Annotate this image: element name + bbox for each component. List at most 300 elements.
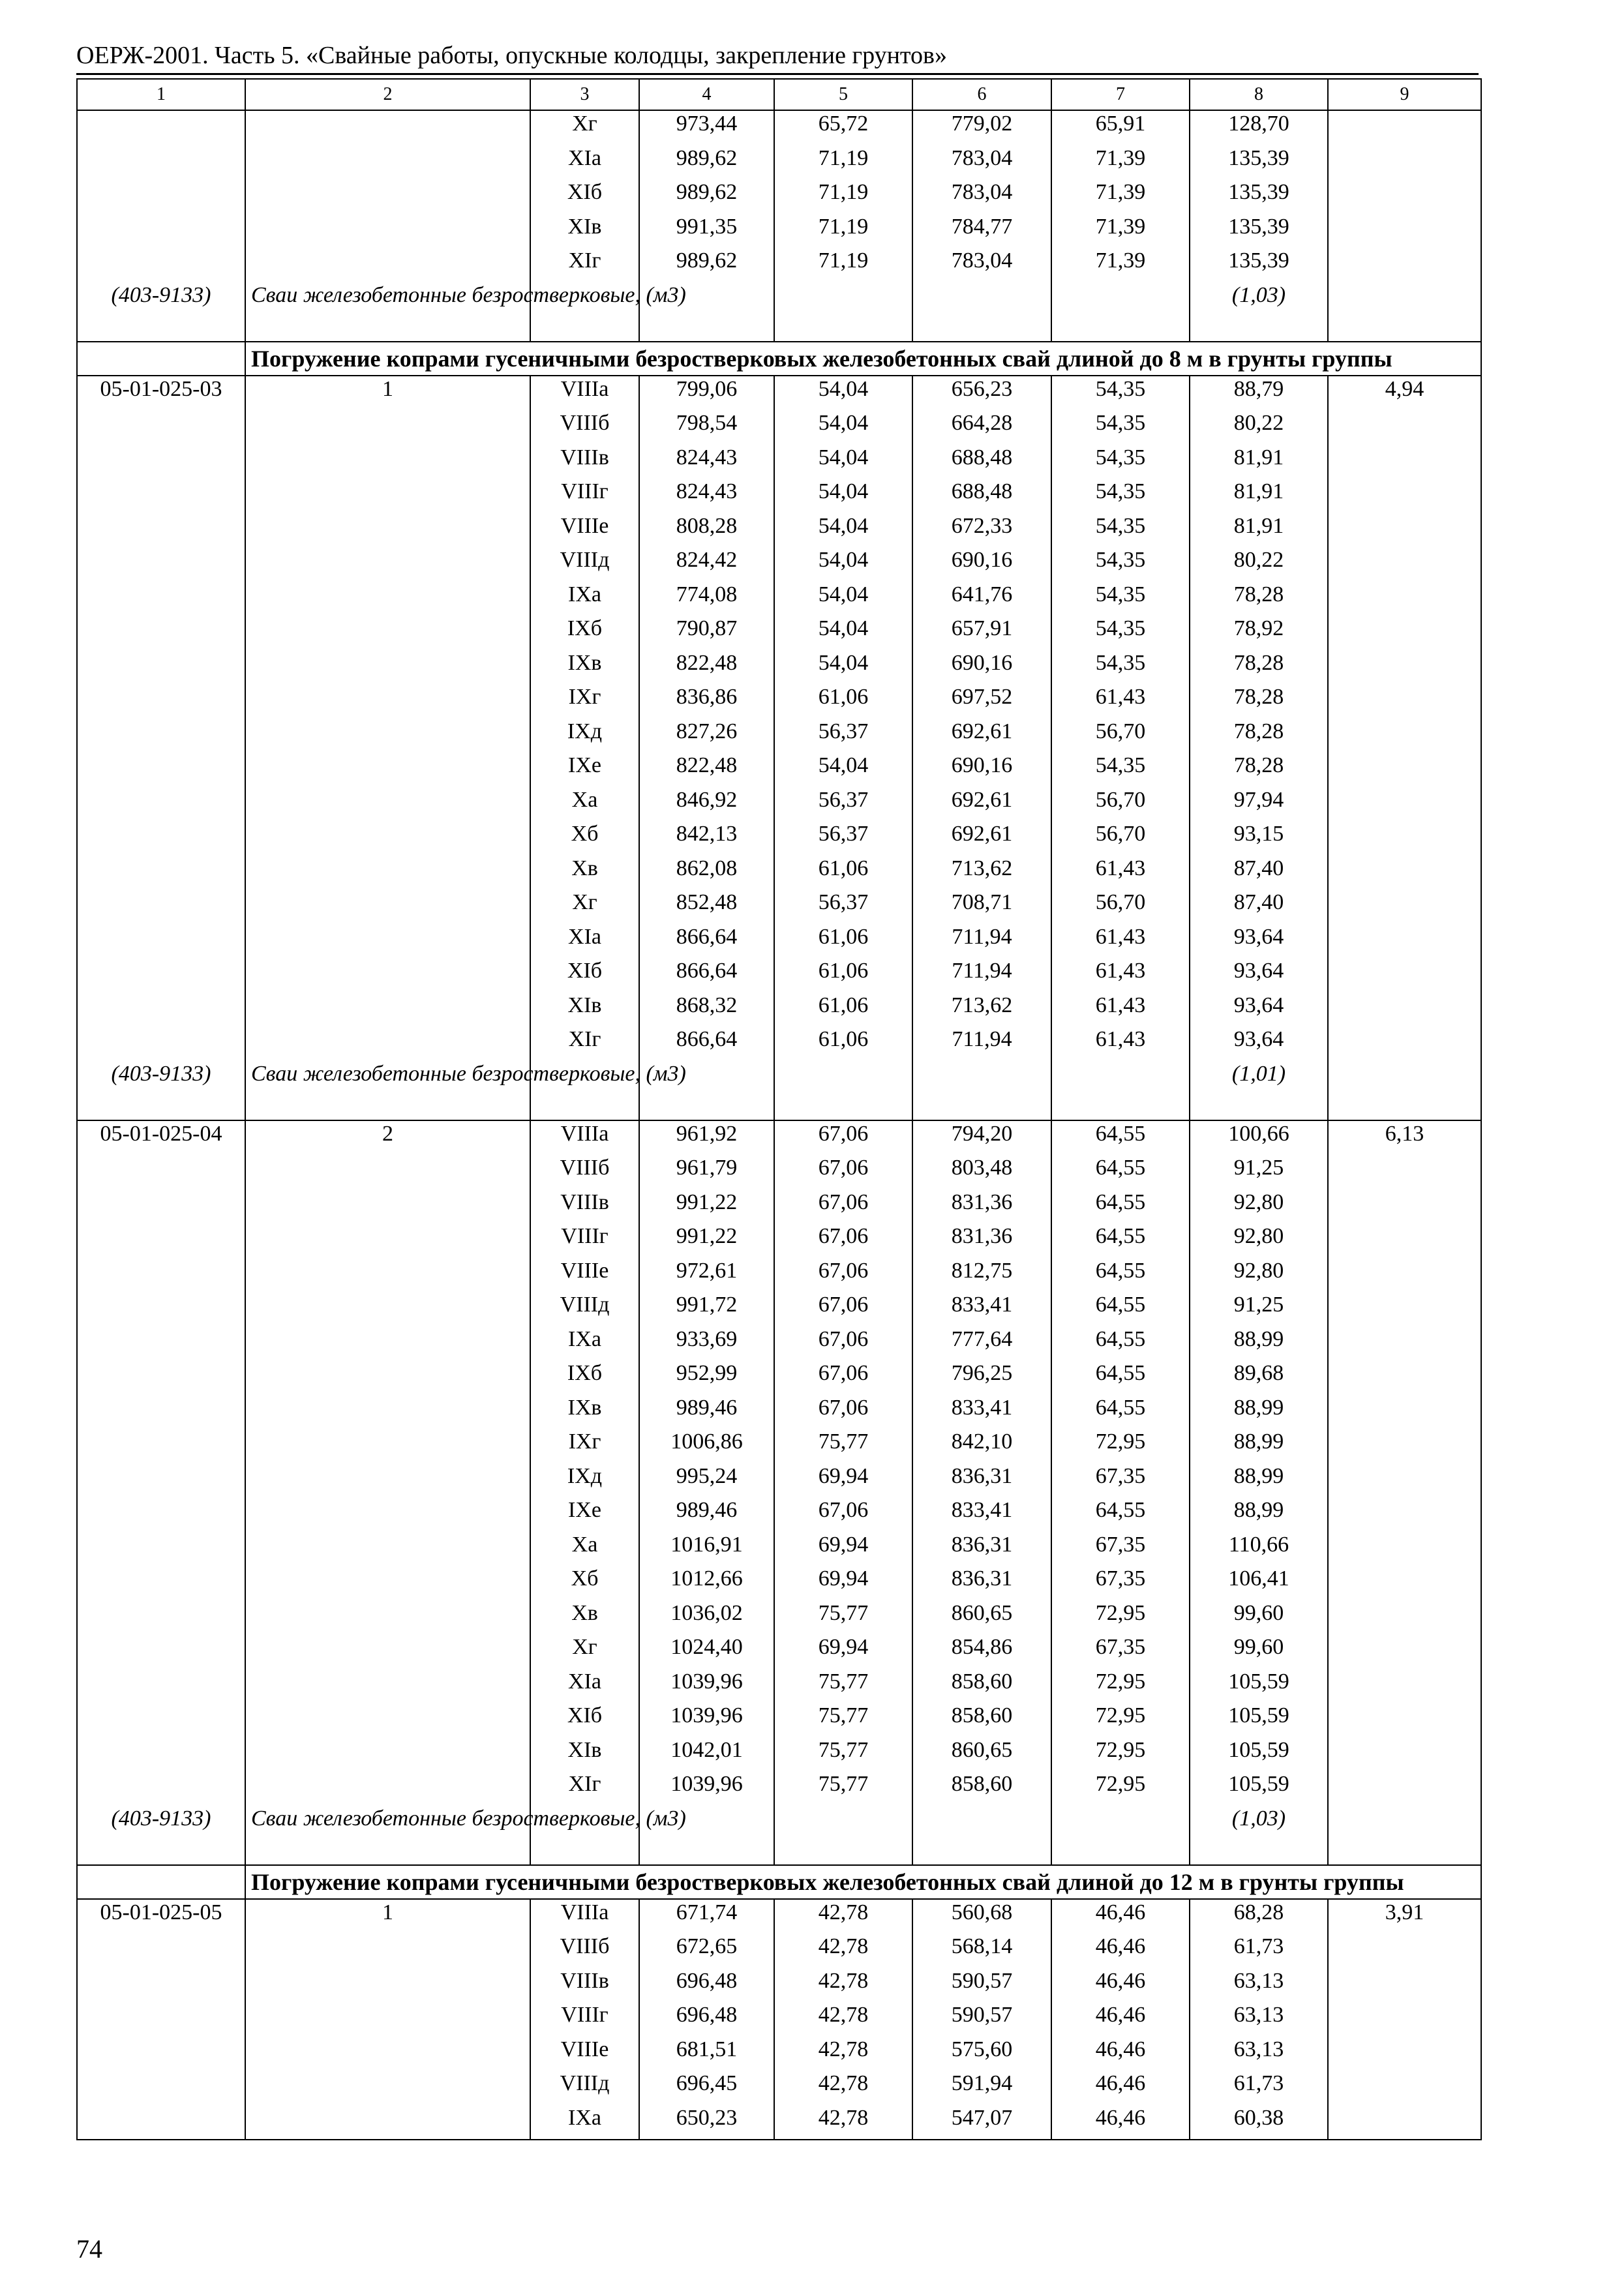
value-cell: 822,48 [639, 753, 774, 787]
value-cell: 846,92 [639, 787, 774, 822]
value-cell: 858,60 [912, 1703, 1051, 1737]
value-cell: 696,48 [639, 2002, 774, 2037]
soil-group: VIIIб [530, 1155, 639, 1189]
table-row [77, 753, 1481, 787]
column-9-value [1328, 1258, 1481, 1293]
value-cell: 54,35 [1051, 753, 1190, 787]
rate-code [77, 582, 245, 616]
value-cell: 664,28 [912, 410, 1051, 445]
value-cell: 836,31 [912, 1463, 1051, 1498]
value-cell: 790,87 [639, 616, 774, 650]
value-cell: 67,06 [774, 1292, 912, 1326]
table-row [77, 1968, 1481, 2003]
table-row [77, 248, 1481, 282]
soil-group: IXе [530, 1497, 639, 1532]
value-cell: 777,64 [912, 1326, 1051, 1361]
soil-group: IXа [530, 2105, 639, 2140]
value-cell: 69,94 [774, 1532, 912, 1566]
rate-description [245, 1429, 530, 1463]
soil-group: Xв [530, 856, 639, 890]
soil-group: VIIIб [530, 1934, 639, 1968]
rate-code [77, 856, 245, 890]
section-heading-row [77, 342, 1481, 376]
value-cell: 61,43 [1051, 993, 1190, 1027]
rate-code [77, 1532, 245, 1566]
soil-group: VIIIе [530, 2037, 639, 2071]
column-9-value [1328, 1223, 1481, 1258]
rate-code [77, 821, 245, 856]
value-cell: 61,43 [1051, 684, 1190, 719]
rate-description [245, 1934, 530, 1968]
rate-description [245, 993, 530, 1027]
value-cell: 61,06 [774, 924, 912, 959]
rate-code [77, 1771, 245, 1806]
table-row [77, 616, 1481, 650]
material-code: (403-9133) [77, 1806, 245, 1865]
value-cell: 54,35 [1051, 445, 1190, 479]
value-cell: 105,59 [1190, 1737, 1328, 1772]
rate-code [77, 1258, 245, 1293]
value-cell: 135,39 [1190, 145, 1328, 180]
soil-group: IXг [530, 1429, 639, 1463]
value-cell: 69,94 [774, 1566, 912, 1600]
value-cell: 67,06 [774, 1120, 912, 1156]
rate-code [77, 248, 245, 282]
soil-group: VIIIд [530, 1292, 639, 1326]
value-cell: 783,04 [912, 248, 1051, 282]
value-cell: 106,41 [1190, 1566, 1328, 1600]
rate-code [77, 753, 245, 787]
empty-cell [774, 1806, 912, 1865]
value-cell: 56,37 [774, 821, 912, 856]
value-cell: 590,57 [912, 1968, 1051, 2003]
value-cell: 135,39 [1190, 179, 1328, 214]
section-empty-cell [77, 1865, 245, 1899]
table-row [77, 1292, 1481, 1326]
value-cell: 1039,96 [639, 1669, 774, 1703]
value-cell: 71,39 [1051, 214, 1190, 248]
value-cell: 67,35 [1051, 1566, 1190, 1600]
rate-code [77, 2002, 245, 2037]
table-row [77, 110, 1481, 145]
empty-cell [912, 1806, 1051, 1865]
rate-description [245, 684, 530, 719]
value-cell: 692,61 [912, 719, 1051, 753]
table-row [77, 1771, 1481, 1806]
rate-description [245, 1771, 530, 1806]
value-cell: 56,37 [774, 719, 912, 753]
value-cell: 61,43 [1051, 856, 1190, 890]
value-cell: 61,06 [774, 958, 912, 993]
value-cell: 46,46 [1051, 2105, 1190, 2140]
value-cell: 46,46 [1051, 2037, 1190, 2071]
page-header [76, 39, 1479, 75]
rate-description [245, 1497, 530, 1532]
rate-description [245, 890, 530, 924]
value-cell: 54,35 [1051, 513, 1190, 548]
value-cell: 92,80 [1190, 1223, 1328, 1258]
column-numbers-row [77, 79, 1481, 110]
rate-code [77, 1395, 245, 1429]
value-cell: 67,06 [774, 1223, 912, 1258]
material-code: (403-9133) [77, 282, 245, 342]
value-cell: 692,61 [912, 787, 1051, 822]
material-factor: (1,01) [1190, 1061, 1328, 1120]
material-factor: (1,03) [1190, 1806, 1328, 1865]
rate-code [77, 993, 245, 1027]
value-cell: 868,32 [639, 993, 774, 1027]
soil-group: Xа [530, 787, 639, 822]
rate-code [77, 1463, 245, 1498]
rate-code [77, 1703, 245, 1737]
column-9-value [1328, 1292, 1481, 1326]
value-cell: 135,39 [1190, 214, 1328, 248]
value-cell: 860,65 [912, 1600, 1051, 1635]
soil-group: IXд [530, 1463, 639, 1498]
value-cell: 72,95 [1051, 1703, 1190, 1737]
soil-group: Xг [530, 110, 639, 145]
section-heading-row [77, 1865, 1481, 1899]
value-cell: 99,60 [1190, 1634, 1328, 1669]
value-cell: 67,35 [1051, 1532, 1190, 1566]
value-cell: 78,28 [1190, 650, 1328, 685]
value-cell: 64,55 [1051, 1326, 1190, 1361]
value-cell: 860,65 [912, 1737, 1051, 1772]
table-row [77, 684, 1481, 719]
value-cell: 88,99 [1190, 1463, 1328, 1498]
value-cell: 64,55 [1051, 1497, 1190, 1532]
value-cell: 1016,91 [639, 1532, 774, 1566]
value-cell: 61,06 [774, 856, 912, 890]
soil-group: VIIIв [530, 445, 639, 479]
value-cell: 64,55 [1051, 1258, 1190, 1293]
table-row [77, 1463, 1481, 1498]
value-cell: 75,77 [774, 1771, 912, 1806]
rate-description [245, 479, 530, 513]
rate-description [245, 650, 530, 685]
soil-group: IXд [530, 719, 639, 753]
table-row [77, 1189, 1481, 1224]
value-cell: 72,95 [1051, 1429, 1190, 1463]
value-cell: 54,04 [774, 445, 912, 479]
value-cell: 60,38 [1190, 2105, 1328, 2140]
material-description: Сваи железобетонные безростверковые, (м3) [245, 1061, 530, 1120]
value-cell: 688,48 [912, 479, 1051, 513]
soil-group: Xа [530, 1532, 639, 1566]
value-cell: 1024,40 [639, 1634, 774, 1669]
value-cell: 681,51 [639, 2037, 774, 2071]
table-row [77, 1634, 1481, 1669]
column-9-value [1328, 958, 1481, 993]
rate-description [245, 1634, 530, 1669]
value-cell: 833,41 [912, 1395, 1051, 1429]
value-cell: 46,46 [1051, 1934, 1190, 1968]
soil-group: VIIIг [530, 2002, 639, 2037]
column-9-value [1328, 1968, 1481, 2003]
value-cell: 657,91 [912, 616, 1051, 650]
value-cell: 61,06 [774, 993, 912, 1027]
value-cell: 71,19 [774, 145, 912, 180]
value-cell: 61,06 [774, 684, 912, 719]
rate-description [245, 1395, 530, 1429]
rate-description [245, 1189, 530, 1224]
column-9-value [1328, 1155, 1481, 1189]
value-cell: 64,55 [1051, 1155, 1190, 1189]
value-cell: 711,94 [912, 924, 1051, 959]
value-cell: 88,99 [1190, 1395, 1328, 1429]
column-9-value: 6,13 [1328, 1120, 1481, 1156]
value-cell: 831,36 [912, 1223, 1051, 1258]
column-number: 3 [530, 79, 639, 110]
rate-description: 1 [245, 376, 530, 411]
value-cell: 862,08 [639, 856, 774, 890]
value-cell: 672,33 [912, 513, 1051, 548]
rate-description [245, 924, 530, 959]
rate-description [245, 856, 530, 890]
rate-code [77, 1600, 245, 1635]
table-row [77, 1120, 1481, 1156]
rate-description [245, 513, 530, 548]
value-cell: 836,31 [912, 1532, 1051, 1566]
column-9-value [1328, 924, 1481, 959]
value-cell: 54,04 [774, 650, 912, 685]
value-cell: 78,28 [1190, 719, 1328, 753]
value-cell: 67,06 [774, 1189, 912, 1224]
value-cell: 78,28 [1190, 684, 1328, 719]
soil-group: IXа [530, 1326, 639, 1361]
soil-group: XIв [530, 993, 639, 1027]
column-9-value [1328, 582, 1481, 616]
value-cell: 46,46 [1051, 1968, 1190, 2003]
value-cell: 72,95 [1051, 1669, 1190, 1703]
table-row [77, 214, 1481, 248]
material-description: Сваи железобетонные безростверковые, (м3) [245, 282, 530, 342]
value-cell: 65,72 [774, 110, 912, 145]
rate-description [245, 1968, 530, 2003]
value-cell: 568,14 [912, 1934, 1051, 1968]
value-cell: 65,91 [1051, 110, 1190, 145]
table-row [77, 376, 1481, 411]
column-number: 1 [77, 79, 245, 110]
rate-description [245, 214, 530, 248]
value-cell: 54,35 [1051, 616, 1190, 650]
rate-description [245, 1703, 530, 1737]
column-9-value [1328, 1395, 1481, 1429]
value-cell: 91,25 [1190, 1155, 1328, 1189]
value-cell: 69,94 [774, 1634, 912, 1669]
column-9-value [1328, 547, 1481, 582]
table-row [77, 1326, 1481, 1361]
rate-description [245, 1223, 530, 1258]
value-cell: 75,77 [774, 1669, 912, 1703]
value-cell: 783,04 [912, 145, 1051, 180]
value-cell: 779,02 [912, 110, 1051, 145]
table-row [77, 1737, 1481, 1772]
value-cell: 80,22 [1190, 410, 1328, 445]
column-9-value [1328, 2071, 1481, 2105]
table-row [77, 547, 1481, 582]
value-cell: 713,62 [912, 856, 1051, 890]
value-cell: 827,26 [639, 719, 774, 753]
value-cell: 54,35 [1051, 582, 1190, 616]
value-cell: 67,06 [774, 1360, 912, 1395]
soil-group: Xв [530, 1600, 639, 1635]
value-cell: 803,48 [912, 1155, 1051, 1189]
value-cell: 824,43 [639, 445, 774, 479]
value-cell: 972,61 [639, 1258, 774, 1293]
column-9-value [1328, 890, 1481, 924]
value-cell: 590,57 [912, 2002, 1051, 2037]
value-cell: 799,06 [639, 376, 774, 411]
value-cell: 88,99 [1190, 1497, 1328, 1532]
value-cell: 54,35 [1051, 479, 1190, 513]
soil-group: VIIIв [530, 1968, 639, 2003]
page-number: 74 [76, 2234, 102, 2264]
rate-code: 05-01-025-05 [77, 1899, 245, 1934]
rate-description [245, 1600, 530, 1635]
soil-group: IXа [530, 582, 639, 616]
value-cell: 866,64 [639, 924, 774, 959]
soil-group: IXв [530, 650, 639, 685]
column-9-value [1328, 719, 1481, 753]
value-cell: 91,25 [1190, 1292, 1328, 1326]
soil-group: VIIIб [530, 410, 639, 445]
rate-code [77, 1326, 245, 1361]
rate-code [77, 719, 245, 753]
value-cell: 67,06 [774, 1497, 912, 1532]
value-cell: 54,35 [1051, 410, 1190, 445]
soil-group: VIIIе [530, 1258, 639, 1293]
value-cell: 92,80 [1190, 1258, 1328, 1293]
rate-description [245, 1326, 530, 1361]
value-cell: 808,28 [639, 513, 774, 548]
value-cell: 836,86 [639, 684, 774, 719]
rate-code [77, 410, 245, 445]
rate-description [245, 1292, 530, 1326]
table-row [77, 719, 1481, 753]
column-9-value [1328, 248, 1481, 282]
section-empty-cell [77, 342, 245, 376]
column-9-value [1328, 445, 1481, 479]
material-row [77, 282, 1481, 342]
section-heading: Погружение копрами гусеничными безростверковых железобетонных свай длиной до 12 м в грунты группы [245, 1865, 1481, 1899]
value-cell: 80,22 [1190, 547, 1328, 582]
value-cell: 71,39 [1051, 248, 1190, 282]
value-cell: 87,40 [1190, 856, 1328, 890]
value-cell: 671,74 [639, 1899, 774, 1934]
rate-description [245, 1463, 530, 1498]
column-9-value [1328, 1634, 1481, 1669]
table-row [77, 993, 1481, 1027]
table-row [77, 1258, 1481, 1293]
value-cell: 696,45 [639, 2071, 774, 2105]
value-cell: 89,68 [1190, 1360, 1328, 1395]
value-cell: 61,43 [1051, 924, 1190, 959]
value-cell: 78,28 [1190, 753, 1328, 787]
value-cell: 547,07 [912, 2105, 1051, 2140]
column-9-value [1328, 1566, 1481, 1600]
table-row [77, 1155, 1481, 1189]
soil-group: Xг [530, 890, 639, 924]
table-row [77, 1360, 1481, 1395]
column-9-value [1328, 787, 1481, 822]
table-row [77, 1934, 1481, 1968]
column-9-value [1328, 1703, 1481, 1737]
value-cell: 78,28 [1190, 582, 1328, 616]
value-cell: 56,70 [1051, 821, 1190, 856]
value-cell: 858,60 [912, 1771, 1051, 1806]
rate-code [77, 2105, 245, 2140]
column-9-value [1328, 616, 1481, 650]
value-cell: 93,15 [1190, 821, 1328, 856]
value-cell: 933,69 [639, 1326, 774, 1361]
empty-cell [1051, 282, 1190, 342]
rate-code [77, 2071, 245, 2105]
column-9-value [1328, 214, 1481, 248]
table-body [77, 79, 1481, 2140]
soil-group: XIг [530, 1026, 639, 1061]
value-cell: 54,04 [774, 582, 912, 616]
rate-code: 05-01-025-03 [77, 376, 245, 411]
table-row [77, 924, 1481, 959]
empty-cell [1328, 1061, 1481, 1120]
rate-description [245, 958, 530, 993]
rate-code [77, 616, 245, 650]
value-cell: 56,70 [1051, 719, 1190, 753]
table-row [77, 958, 1481, 993]
value-cell: 697,52 [912, 684, 1051, 719]
value-cell: 833,41 [912, 1292, 1051, 1326]
rate-code [77, 684, 245, 719]
rate-code [77, 513, 245, 548]
rate-description [245, 1669, 530, 1703]
soil-group: VIIIа [530, 376, 639, 411]
value-cell: 54,04 [774, 616, 912, 650]
rates-table [76, 78, 1482, 2140]
value-cell: 56,37 [774, 787, 912, 822]
column-9-value: 3,91 [1328, 1899, 1481, 1934]
column-number: 6 [912, 79, 1051, 110]
column-number: 8 [1190, 79, 1328, 110]
soil-group: VIIIа [530, 1899, 639, 1934]
empty-cell [1328, 1806, 1481, 1865]
table-row [77, 479, 1481, 513]
table-row [77, 1566, 1481, 1600]
value-cell: 61,43 [1051, 1026, 1190, 1061]
value-cell: 110,66 [1190, 1532, 1328, 1566]
value-cell: 995,24 [639, 1463, 774, 1498]
value-cell: 952,99 [639, 1360, 774, 1395]
soil-group: XIг [530, 1771, 639, 1806]
table-row [77, 145, 1481, 180]
rate-code [77, 145, 245, 180]
soil-group: IXе [530, 753, 639, 787]
value-cell: 866,64 [639, 958, 774, 993]
rate-code [77, 1155, 245, 1189]
value-cell: 42,78 [774, 2037, 912, 2071]
value-cell: 78,92 [1190, 616, 1328, 650]
table-row [77, 1532, 1481, 1566]
value-cell: 42,78 [774, 2002, 912, 2037]
value-cell: 836,31 [912, 1566, 1051, 1600]
rate-description [245, 1258, 530, 1293]
value-cell: 54,04 [774, 753, 912, 787]
value-cell: 711,94 [912, 1026, 1051, 1061]
value-cell: 64,55 [1051, 1292, 1190, 1326]
value-cell: 72,95 [1051, 1771, 1190, 1806]
column-9-value [1328, 1429, 1481, 1463]
column-number: 5 [774, 79, 912, 110]
